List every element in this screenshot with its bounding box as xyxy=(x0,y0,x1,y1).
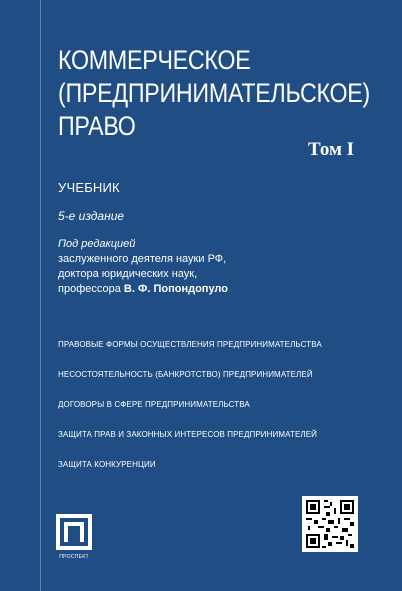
topic-item: НЕСОСТОЯТЕЛЬНОСТЬ (БАНКРОТСТВО) ПРЕДПРИНИМАТЕЛЕЙ xyxy=(58,370,313,379)
title-line: КОММЕРЧЕСКОЕ xyxy=(58,45,251,75)
topic-item: ЗАЩИТА ПРАВ И ЗАКОННЫХ ИНТЕРЕСОВ ПРЕДПРИНИМАТЕЛЕЙ xyxy=(58,430,318,439)
title-line: (ПРЕДПРИНИМАТЕЛЬСКОЕ) xyxy=(58,78,371,108)
editor-lead: Под редакцией xyxy=(58,238,136,250)
publisher-logo-icon xyxy=(54,512,94,552)
editor-line: доктора юридических наук, xyxy=(58,268,198,280)
editor-title: профессора xyxy=(58,283,124,295)
editor-line xyxy=(58,282,228,297)
editor-block xyxy=(58,237,228,297)
qr-code-icon xyxy=(302,496,358,552)
volume-label: Том I xyxy=(308,139,355,160)
cover-divider xyxy=(40,0,41,591)
edition-label: 5-е издание xyxy=(58,209,125,223)
topic-item: ПРАВОВЫЕ ФОРМЫ ОСУЩЕСТВЛЕНИЯ ПРЕДПРИНИМАТЕЛЬСТВА xyxy=(58,340,322,349)
publisher-name: ПРОСПЕКТ xyxy=(59,554,89,560)
topic-item: ДОГОВОРЫ В СФЕРЕ ПРЕДПРИНИМАТЕЛЬСТВА xyxy=(58,400,250,409)
title-line: ПРАВО xyxy=(58,111,136,141)
editor-name: В. Ф. Попондопуло xyxy=(123,283,228,295)
topics-list xyxy=(58,340,322,490)
editor-line: заслуженного деятеля науки РФ, xyxy=(58,253,227,265)
topic-item: ЗАЩИТА КОНКУРЕНЦИИ xyxy=(58,460,156,469)
book-title xyxy=(58,44,370,143)
genre-label: УЧЕБНИК xyxy=(58,180,120,195)
